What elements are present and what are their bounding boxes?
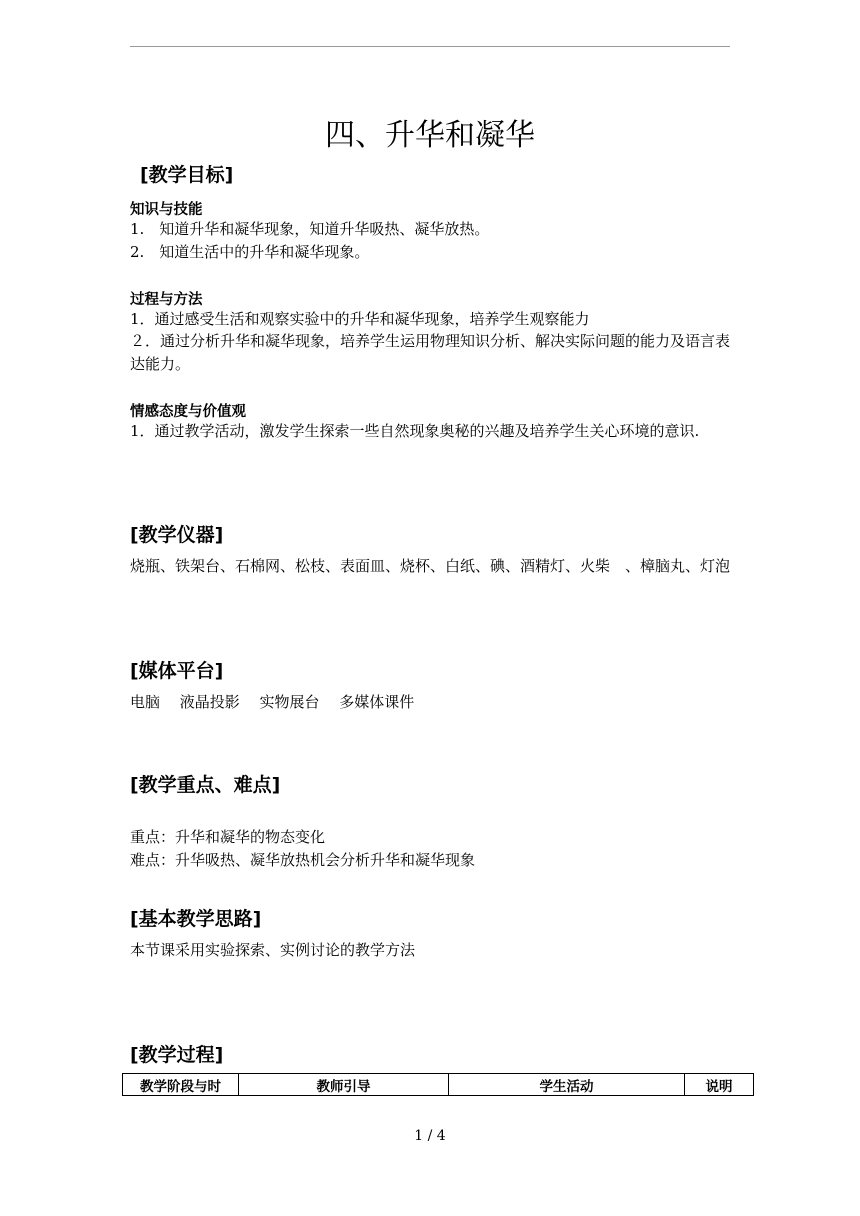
process-item-2: ２．通过分析升华和凝华现象，培养学生运用物理知识分析、解决实际问题的能力及语言表达能力。 bbox=[130, 332, 731, 373]
knowledge-item-2: 2. 知道生活中的升华和凝华现象。 bbox=[130, 243, 370, 261]
knowledge-item-1: 1. 知道升华和凝华现象，知道升华吸热、凝华放热。 bbox=[130, 220, 490, 238]
instruments-heading: [教学仪器] bbox=[130, 524, 224, 546]
teaching-process-table bbox=[122, 1073, 754, 1096]
keypoint-difficult: 难点：升华吸热、凝华放热机会分析升华和凝华现象 bbox=[130, 851, 476, 869]
page-title: 四、升华和凝华 bbox=[325, 118, 535, 153]
instruments-text: 烧瓶、铁架台、石棉网、松枝、表面皿、烧杯、白纸、碘、酒精灯、火柴 、樟脑丸、灯泡 bbox=[130, 557, 731, 575]
approach-text: 本节课采用实验探索、实例讨论的教学方法 bbox=[130, 941, 416, 959]
goals-heading: [教学目标] bbox=[140, 164, 234, 186]
knowledge-heading: 知识与技能 bbox=[130, 202, 203, 218]
process-heading: 过程与方法 bbox=[130, 292, 203, 308]
table-header-student: 学生活动 bbox=[449, 1074, 685, 1096]
table-header-stage: 教学阶段与时 bbox=[123, 1074, 239, 1096]
approach-heading: [基本教学思路] bbox=[130, 908, 262, 930]
emotion-item-1: 1．通过教学活动，激发学生探索一些自然现象奥秘的兴趣及培养学生关心环境的意识. bbox=[130, 422, 700, 440]
process-item-1: 1．通过感受生活和观察实验中的升华和凝华现象，培养学生观察能力 bbox=[130, 310, 590, 328]
keypoints-heading: [教学重点、难点] bbox=[130, 774, 281, 796]
page-number: 1 / 4 bbox=[414, 1128, 446, 1144]
table-header-notes: 说明 bbox=[685, 1074, 754, 1096]
media-text: 电脑 液晶投影 实物展台 多媒体课件 bbox=[130, 693, 415, 711]
table-header-row bbox=[123, 1074, 754, 1096]
keypoint-key: 重点：升华和凝华的物态变化 bbox=[130, 828, 326, 846]
process-section-heading: [教学过程] bbox=[130, 1044, 224, 1066]
media-heading: [媒体平台] bbox=[130, 660, 224, 682]
emotion-heading: 情感态度与价值观 bbox=[130, 404, 246, 420]
header-rule bbox=[130, 46, 730, 47]
table-header-teacher: 教师引导 bbox=[239, 1074, 449, 1096]
